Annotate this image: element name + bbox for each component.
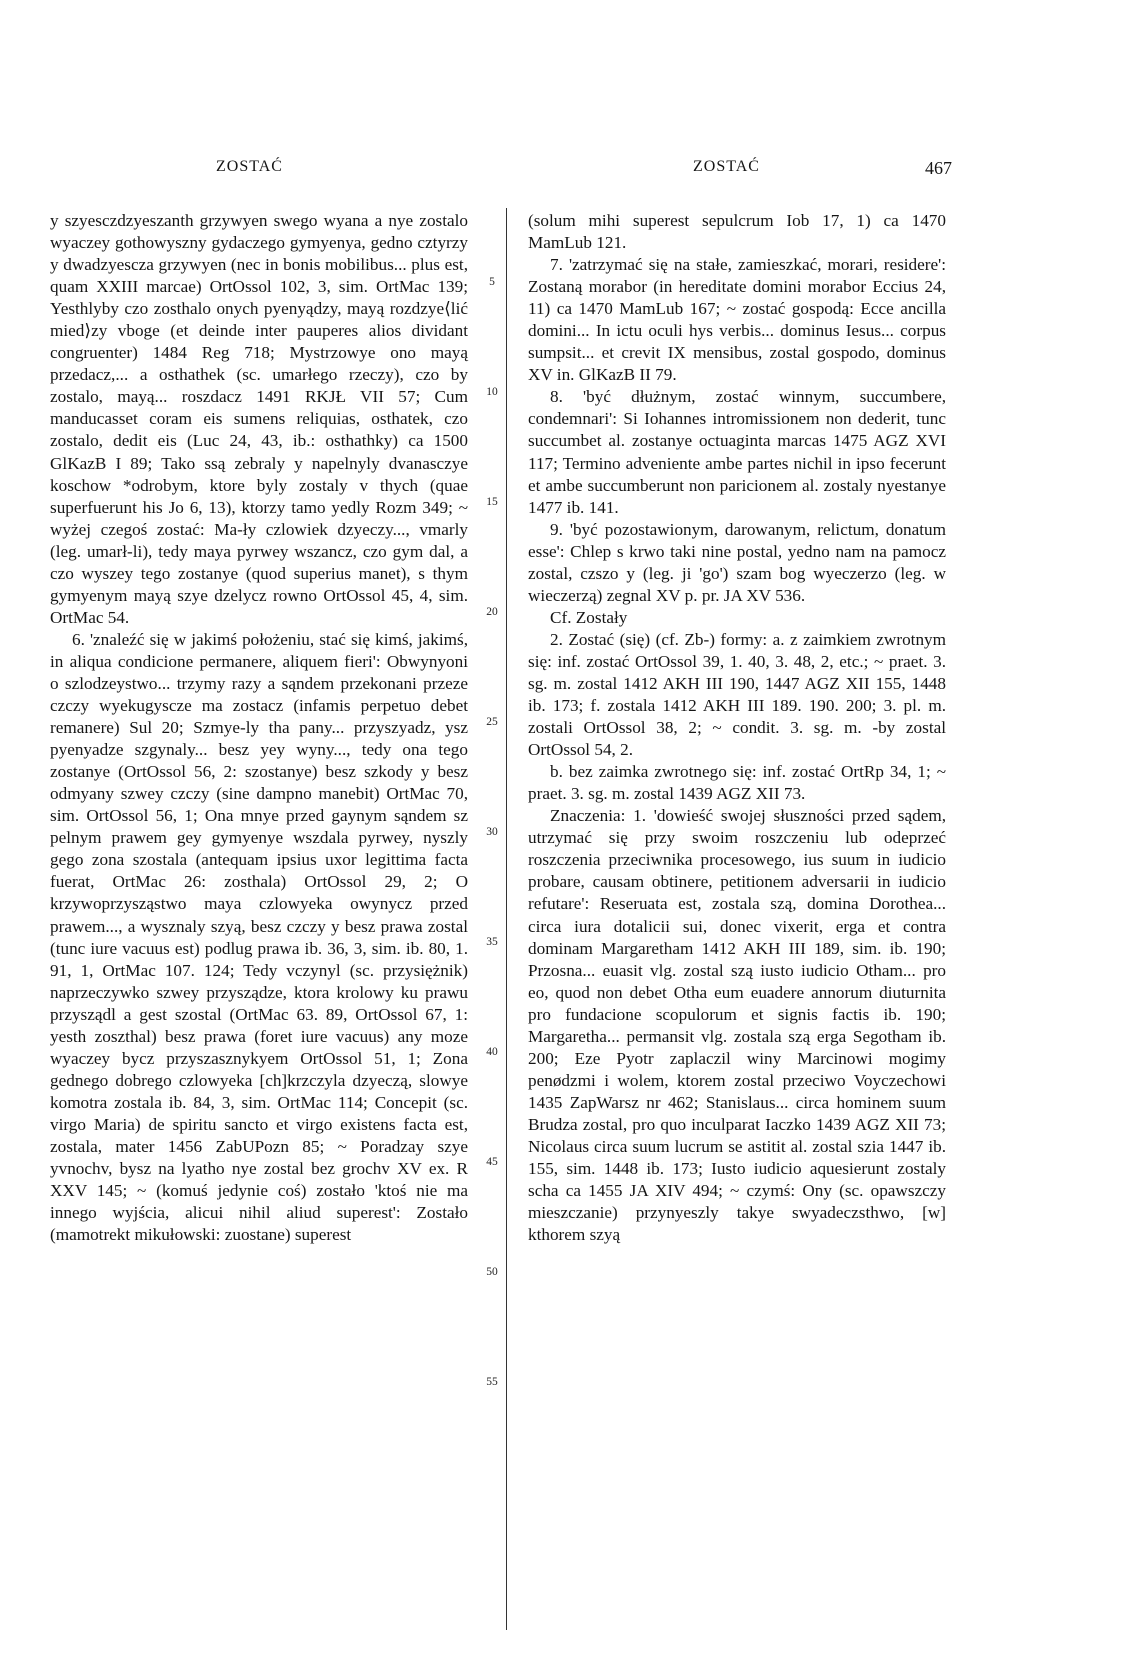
line-number: 20 [486,606,498,618]
entry-paragraph: (solum mihi superest sepulcrum Iob 17, 1) ca 1470 MamLub 121. [528,211,946,253]
entry-paragraph: Znaczenia: 1. 'dowieść swojej słuszności przed sądem, utrzymać się przy swoim roszczeniu lub odeprzeć roszczenia przeciwnika procesowego, ius suum in iudicio probare, causam obtinere, petitionem adversarii in iudicio refutare': Reseruata est, zostala szą, domina Dorothea... circa iura dotalicii sui, donec vixerit, erga et contra dominam Margaretham 1412 AKH III 189, sim. ib. 190; Przosna... euasit vlg. zostal szą iusto iudicio Otham... pro eo, quod non debet Otha eum euadere annorum diuturnita pro fundacione scopulorum et signis factis ib. 190; Margaretha... permansit vlg. zostala szą erga Segotham ib. 200; Eze Pyotr zaplaczil winy Marcinowi mogimy penødzmi i wolem, ktorem zostal przeciwo Voyczechowi 1435 ZapWarsz nr 462; Stanislaus... circa hominem suum Brudza zostal, pro quo inculparat Iaczko 1439 AGZ XII 73; Nicolaus circa suum lucrum se astitit al. zostal szia 1447 ib. 155, sim. 1448 ib. 173; Iusto iudicio aquesierunt zostaly scha ca 1455 JA XIV 494; ~ czymś: Ony (sc. opawszczy mieszczanie) przynyeszly takye swyadeczsthwo, [w] kthorem szyą [528,806,946,1245]
line-number: 15 [486,496,498,508]
cross-reference: Cf. Zostały [550,607,628,627]
line-number: 50 [486,1266,498,1278]
line-number: 45 [486,1156,498,1168]
entry-paragraph: b. bez zaimka zwrotnego się: inf. zostać OrtRp 34, 1; ~ praet. 3. sg. m. zostal 1439 AGZ XII 73. [528,762,946,804]
entry-paragraph: 7. 'zatrzymać się na stałe, zamieszkać, morari, residere': Zostaną morabor (in hereditate domini morabor Eccius 24, 11) ca 1470 MamLub 167; ~ zostać gospodą: Ecce ancilla domini... In ictu oculi hys verbis... dominus Iesus... corpus sumpsit... et crevit IX mensibus, zostal gospodo, dominus XV in. GlKazB II 79. [528,255,946,385]
column-divider [506,208,507,1630]
page-number: 467 [925,158,952,178]
line-number: 55 [486,1376,498,1388]
line-number: 5 [489,276,495,288]
entry-paragraph: 2. Zostać (się) (cf. Zb-) formy: a. z zaimkiem zwrotnym się: inf. zostać OrtOssol 39, 1. 40, 3. 48, 2, etc.; ~ praet. 3. sg. m. zostal 1412 AKH III 190, 1447 AGZ XII 155, 1448 ib. 173; f. zostala 1412 AKH III 189. 190. 200; 3. pl. m. zostali OrtOssol 38, 2; ~ condit. 3. sg. m. -by zostal OrtOssol 54, 2. [528,629,946,760]
line-number: 40 [486,1046,498,1058]
right-column [528,210,946,1246]
left-column [50,210,468,1246]
entry-paragraph: 8. 'być dłużnym, zostać winnym, succumbere, condemnari': Si Iohannes intromissionem non dederit, tunc succumbet al. zostanye octuaginta marcas 1475 AGZ XVI 117; Termino adveniente ambe partes nichil in ipso fecerunt et ambe succumberunt non paricionem al. zostaly nyestanye 1477 ib. 141. [528,387,946,517]
running-head-right: ZOSTAĆ [693,158,760,175]
line-number: 35 [486,936,498,948]
line-number: 10 [486,386,498,398]
entry-paragraph: y szyesczdzyeszanth grzywyen swego wyana a nye zostalo wyaczey gothowyszny gydaczego gymyenya, gedno cztyrzy y dwadzyescza grzywyen (nec in bonis mobilibus... plus est, quam XXIII marcae) OrtOssol 102, 3, sim. OrtMac 139; Yesthlyby czo zosthalo onych pyenyądzy, mayą rozdzye⟨lić mied⟩zy vboge (et deinde inter pauperes alios dividant congruenter) 1484 Reg 718; Mystrzowye ono mayą przedacz,... a osthathek (sc. umarłego rzeczy), czo by zostalo, mayą... roszdacz 1491 RKJŁ VII 57; Cum manducasset coram eis sumens reliquias, osthatek, czo zostalo, dedit eis (Luc 24, 43, ib.: osthathky) ca 1500 GlKazB I 89; Tako ssą zebraly y napelnyly dvanasczye koschow *odrobym, ktore byly zostaly v thych (quae superfuerunt his Jo 6, 13), ktorzy tamo yedly Rozm 349; ~ wyżej czegoś zostać: Ma-ły czlowiek dzyeczy..., vmarly (leg. umarł-li), tedy maya pyrwey wszancz, czo gym dal, a czo wyszey tego zostanye (quod superius manet), s thym gymyenym mayą szye dzelycz rowno OrtOssol 45, 4, sim. OrtMac 54. [50,211,468,627]
line-number: 30 [486,826,498,838]
line-number: 25 [486,716,498,728]
running-head-left: ZOSTAĆ [216,158,283,175]
entry-paragraph: 9. 'być pozostawionym, darowanym, relictum, donatum esse': Chlep s krwo taki nine postal, yedno nam na pamocz zostal, czszo y (leg. ji 'go') szam bog wyeczerzo (leg. w wieczerzą) zegnal XV p. pr. JA XV 536. [528,519,946,605]
entry-paragraph: 6. 'znaleźć się w jakimś położeniu, stać się kimś, jakimś, in aliqua condicione permanere, aliquem fieri': Obwynyoni o szlodzeystwo... trzymy razy a sąndem przekonani przeze czczy wyekugyscze ma zostacz (infamis perpetuo debet remanere) Sul 20; Szmye-ly tha pany... przyszyadz, ysz pyenyadze szgynaly... besz yey wyny..., tedy ona tego zostanye (OrtOssol 56, 2: szostanye) besz szkody y besz odmyany szwey czczy (sine dampno manebit) OrtMac 70, sim. OrtOssol 56, 1; Ona mnye przed gaynym sąndem sz pelnym prawem gey gymyenye wszdala pyrwey, nyszly gego zona szostala (antequam ipsius uxor legittima facta fuerat, OrtMac 26: zosthala) OrtOssol 29, 2; O krzywoprzysząstwo maya czlowyeka owynycz przed prawem..., a wysznaly szyą, besz czczy y besz prawa zostal (tunc iure vacuus est) podlug prawa ib. 36, 3, sim. ib. 80, 1. 91, 1, OrtMac 107. 124; Tedy vczynyl (sc. przysiężnik) naprzeczywko szwey przysządze, ktora krolowy ku prawu przysządl a gest szostal (OrtMac 63. 89, OrtOssol 67, 1: yesth zoszthal) besz prawa (foret iure vacuus) any moze wyaczey bycz przyszasznykyem OrtOssol 51, 1; Zona gednego dobrego czlowyeka [ch]krzczyla dzyeczą, slowye komotra zostala ib. 84, 3, sim. OrtMac 114; Concepit (sc. virgo Maria) de spiritu sancto et virgo existens facta est, zostala, mater 1456 ZabUPozn 85; ~ Poradzay szye yvnochv, bysz na lyatho nye zostal bez grochv XV ex. R XXV 145; ~ (komuś jedynie coś) zostało 'ktoś nie ma innego wyjścia, alicui nihil aliud superest': Zostało (mamotrekt mikułowski: zuostane) superest [50,629,468,1245]
